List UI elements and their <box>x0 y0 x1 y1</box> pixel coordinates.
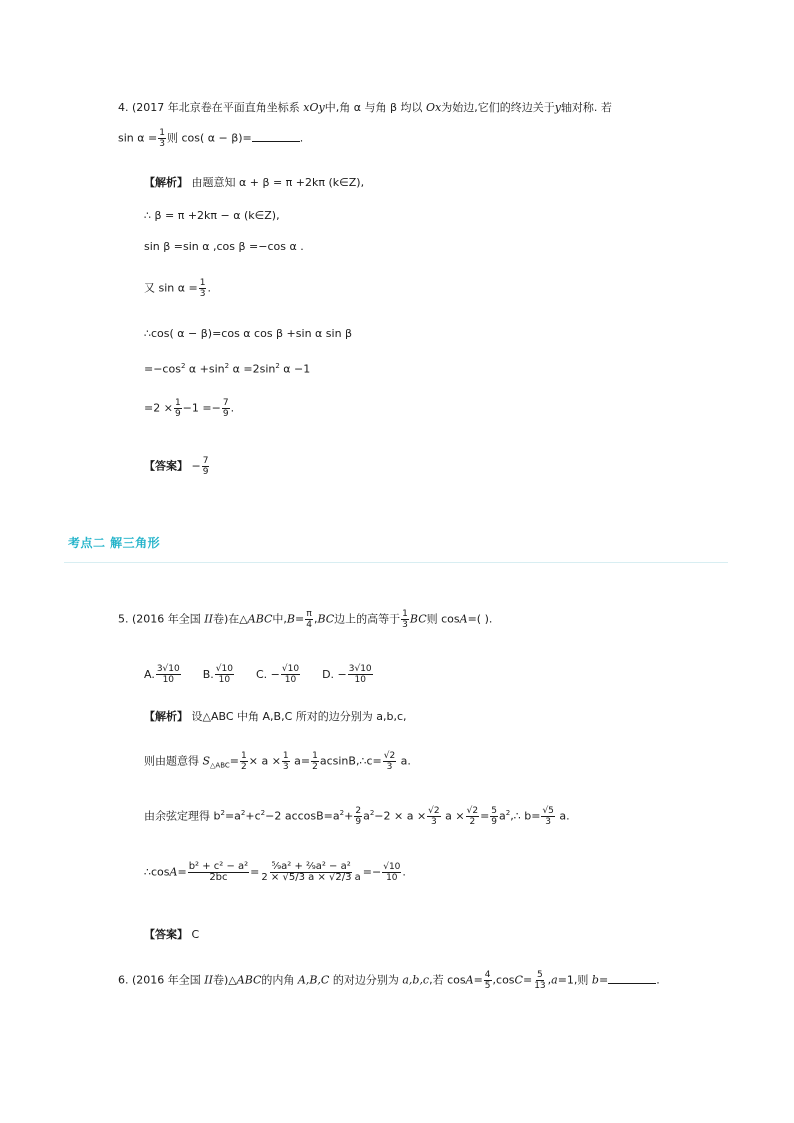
section-title: 考点二 解三角形 <box>68 536 161 550</box>
q4-solution-line6: $=-\cos^2$ $\alpha +\sin^2$ $\alpha =2\sin^2$ α −1 <box>144 362 311 376</box>
q4-solution-line1: 【解析】 由题意知 α + β = π +2kπ (k∈Z), <box>144 176 365 189</box>
q5-solution-line1: 【解析】 设△ABC 中角 A,B,C 所对的边分别为 a,b,c, <box>144 710 407 723</box>
q4-stem-line2: sin α = $\frac{1}{3}$ 则 cos( α − β)= . <box>118 128 304 149</box>
answer-blank <box>608 973 656 984</box>
q4-stem: 4. (2017 年北京卷在平面直角坐标系 xOy中,角 α 与角 β 均以 Ox为始边,它们的终边关于y轴对称. 若 <box>118 101 612 114</box>
q4-solution-line3: sin β =sin α ,cos β =−cos α . <box>144 240 304 253</box>
answer-blank <box>252 131 300 142</box>
q5-answer: 【答案】 C <box>144 928 200 941</box>
q6-stem: 6. (2016 年全国 II卷)△ABC的内角 A,B,C 的对边分别为 a,b,c,若 cosA= $\frac{4}{5}$ ,cosC= $\frac{5}{13}$ ,a=1,则 b= . <box>118 970 660 991</box>
section-divider <box>64 562 728 563</box>
q5-solution-line4: ∴cosA= $\frac{\text{b² + c² − a²}}{2bc}$ = $\frac{\text{⁵⁄₉a² + ²⁄₉a² − a²}}{2 \times √5/3 a \times √2/3 a}$ =− $\frac{√10}{10}$ . <box>144 861 406 883</box>
q4-solution-line2: ∴ β = π +2kπ − α (k∈Z), <box>144 209 280 222</box>
q5-solution-line2: 则由题意得 $S_{\triangle ABC}=$ $\frac{1}{2}$ × a × $\frac{1}{3}$ a= $\frac{1}{2}$ acsinB,∴c= $\frac{√2}{3}$ a. <box>144 751 411 772</box>
q4-solution-line4: 又 sin α = $\frac{1}{3}$ . <box>144 278 211 299</box>
q5-solution-line3: 由余弦定理得 $b^2=a^2+c^2-2$ $accosB=a^2+$ $\frac{2}{9}$ $a^2-2 \times a$ × $\frac{√2}{3}$ a × $\frac{√2}{2}$ = $\frac{5}{9}$ $a^2,\therefore$ b= $\frac{√5}{3}$ a. <box>144 806 570 828</box>
option-c[interactable]: C. − $\frac{√10}{10}$ <box>255 664 300 685</box>
option-d[interactable]: D. − $\frac{3√10}{10}$ <box>322 664 372 685</box>
q4-solution-line7: =2 × $\frac{1}{9}$ −1 =− $\frac{7}{9}$ . <box>144 398 235 419</box>
q5-options <box>144 664 374 686</box>
q4-solution-line5: ∴cos( α − β)=cos α cos β +sin α sin β <box>144 327 353 340</box>
q5-stem: 5. (2016 年全国 II卷)在△ABC中,B= $\frac{\pi}{4}$ ,BC边上的高等于 $\frac{1}{3}$ BC则 cosA=( ). <box>118 609 493 630</box>
q4-answer: 【答案】 − $\frac{7}{9}$ <box>144 456 209 477</box>
option-a[interactable]: A. $\frac{3√10}{10}$ <box>144 664 180 685</box>
option-b[interactable]: B. $\frac{√10}{10}$ <box>202 664 233 685</box>
